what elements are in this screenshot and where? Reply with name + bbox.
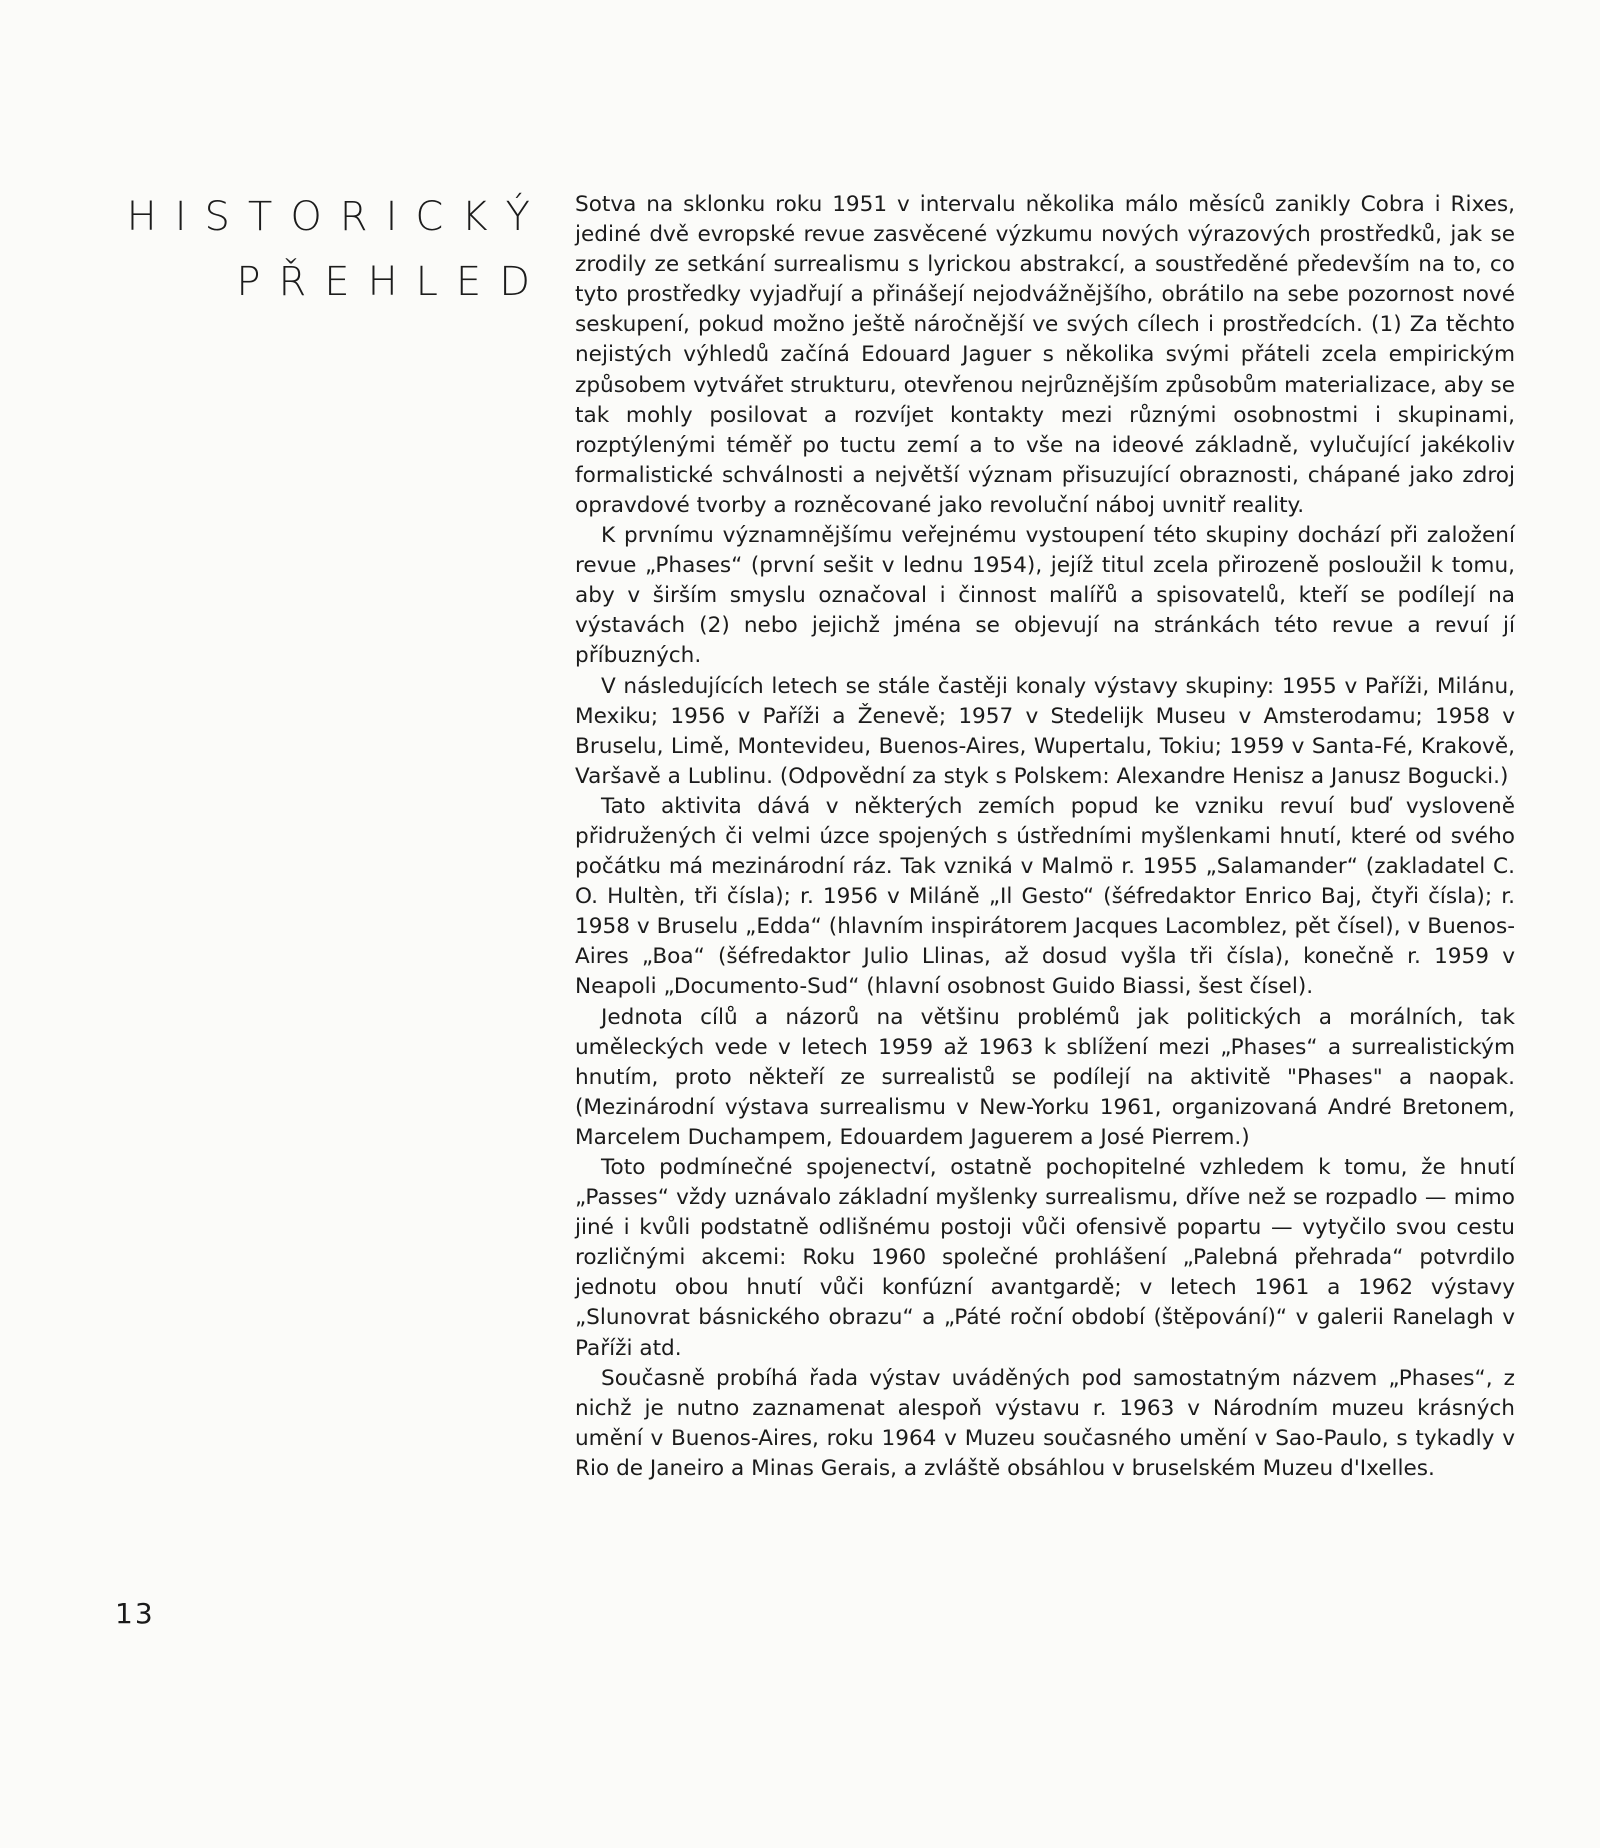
chapter-heading-line-1: HISTORICKÝ — [126, 194, 548, 240]
chapter-heading — [110, 185, 548, 315]
paragraph-5: Jednota cílů a názorů na většinu problémů jak politických a morálních, tak uměleckých vede v letech 1959 až 1963 k sblížení mezi „Phases“ a surrealistickým hnutím, proto někteří ze surrealistů se podílejí na aktivitě "Phases" a naopak. (Mezinárodní výstava surrealismu v New-Yorku 1961, organizovaná André Bretonem, Marcelem Duchampem, Edouardem Jaguerem a José Pierrem.) — [575, 1004, 1515, 1150]
paragraph-4: Tato aktivita dává v některých zemích popud ke vzniku revuí buď vysloveně přidružených či velmi úzce spojených s ústředními myšlenkami hnutí, které od svého počátku má mezinárodní ráz. Tak vzniká v Malmö r. 1955 „Salamander“ (zakladatel C. O. Hultèn, tři čísla); r. 1956 v Miláně „Il Gesto“ (šéfredaktor Enrico Baj, čtyři čísla); r. 1958 v Bruselu „Edda“ (hlavním inspirátorem Jacques Lacomblez, pět čísel), v Buenos-Aires „Boa“ (šéfredaktor Julio Llinas, až dosud vyšla tři čísla), konečně r. 1959 v Neapoli „Documento-Sud“ (hlavní osobnost Guido Biassi, šest čísel). — [575, 793, 1515, 1000]
chapter-heading-line-2: PŘEHLED — [236, 259, 548, 305]
paragraph-1: Sotva na sklonku roku 1951 v intervalu několika málo měsíců zanikly Cobra i Rixes, jediné dvě evropské revue zasvěcené výzkumu nových výrazových prostředků, jak se zrodily ze setkání surrealismu s lyrickou abstrakcí, a soustředěné především na to, co tyto prostředky vyjadřují a přinášejí nejodvážnějšího, obrátilo na sebe pozornost nové seskupení, pokud možno ještě náročnější ve svých cílech i prostředcích. (1) Za těchto nejistých výhledů začíná Edouard Jaguer s několika svými přáteli zcela empirickým způsobem vytvářet strukturu, otevřenou nejrůznějším způsobům materializace, aby se tak mohly posilovat a rozvíjet kontakty mezi různými osobnostmi i skupinami, rozptýlenými téměř po tuctu zemí a to vše na ideové základně, vylučující jakékoliv formalistické schválnosti a největší význam přisuzující obraznosti, chápané jako zdroj opravdové tvorby a rozněcované jako revoluční náboj uvnitř reality. — [575, 192, 1515, 518]
paragraph-3: V následujících letech se stále častěji konaly výstavy skupiny: 1955 v Paříži, Milánu, Mexiku; 1956 v Paříži a Ženevě; 1957 v Stedelijk Museu v Amsterodamu; 1958 v Bruselu, Limě, Montevideu, Buenos-Aires, Wupertalu, Tokiu; 1959 v Santa-Fé, Krakově, Varšavě a Lublinu. (Odpovědní za styk s Polskem: Alexandre Henisz a Janusz Bogucki.) — [575, 673, 1515, 789]
paragraph-2: K prvnímu významnějšímu veřejnému vystoupení této skupiny dochází při založení revue „Phases“ (první sešit v lednu 1954), jejíž titul zcela přirozeně posloužil k tomu, aby v širším smyslu označoval i činnost malířů a spisovatelů, kteří se podílejí na výstavách (2) nebo jejichž jména se objevují na stránkách této revue a revuí jí příbuzných. — [575, 523, 1515, 669]
body-text — [575, 190, 1515, 1484]
paragraph-6: Toto podmínečné spojenectví, ostatně pochopitelné vzhledem k tomu, že hnutí „Passes“ vždy uznávalo základní myšlenky surrealismu, dříve než se rozpadlo — mimo jiné i kvůli podstatně odlišnému postoji vůči ofensivě popartu — vytyčilo svou cestu rozličnými akcemi: Roku 1960 společné prohlášení „Palebná přehrada“ potvrdilo jednotu obou hnutí vůči konfúzní avantgardě; v letech 1961 a 1962 výstavy „Slunovrat básnického obrazu“ a „Páté roční období (štěpování)“ v galerii Ranelagh v Paříži atd. — [575, 1155, 1515, 1361]
paragraph-7: Současně probíhá řada výstav uváděných pod samostatným názvem „Phases“, z nichž je nutno zaznamenat alespoň výstavu r. 1963 v Národním muzeu krásných umění v Buenos-Aires, roku 1964 v Muzeu současného umění v Sao-Paulo, s tykadly v Rio de Janeiro a Minas Gerais, a zvláště obsáhlou v bruselském Muzeu d'Ixelles. — [575, 1365, 1515, 1481]
page-number: 13 — [115, 1597, 155, 1630]
